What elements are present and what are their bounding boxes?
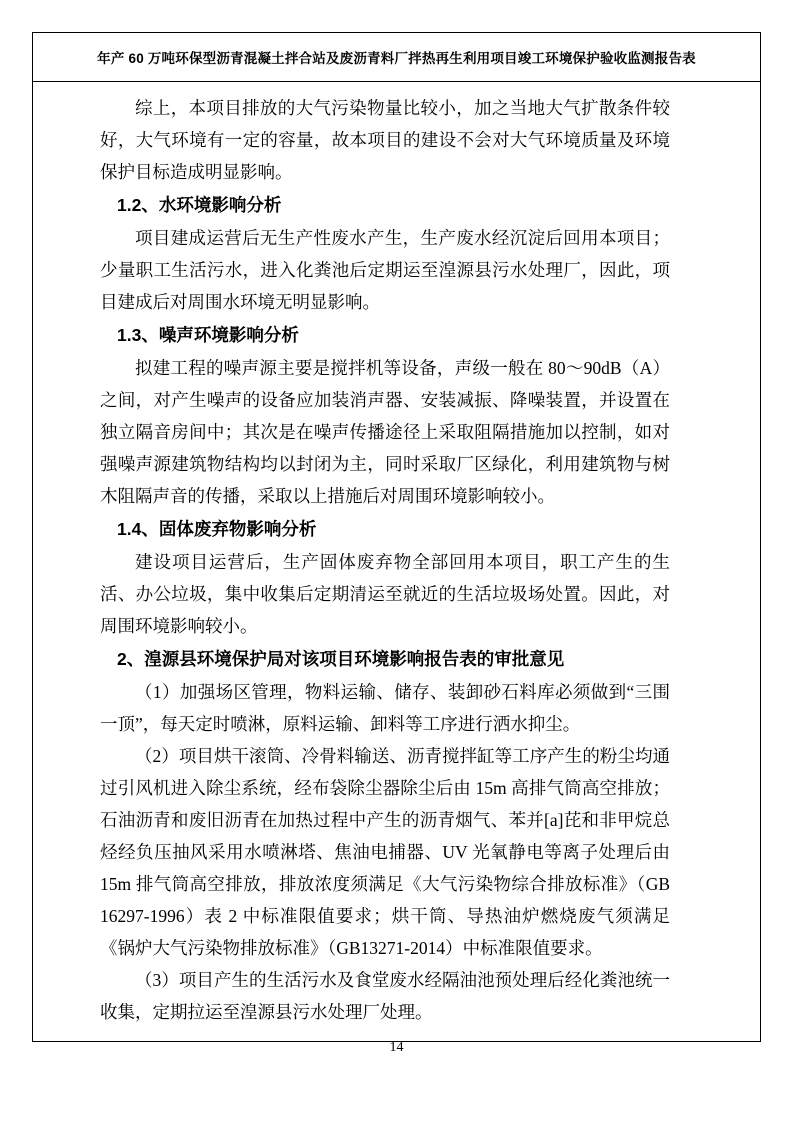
paragraph-water-environment: 项目建成运营后无生产性废水产生，生产废水经沉淀后回用本项目；少量职工生活污水，进入化粪池后定期运至湟源县污水处理厂，因此，项目建成后对周围水环境无明显影响。	[100, 228, 670, 312]
header-title: 年产 60 万吨环保型沥青混凝土拌合站及废沥青料厂拌热再生利用项目竣工环境保护验收监测报告表	[97, 51, 696, 66]
paragraph-approval-item-1: （1）加强场区管理，物料运输、储存、装卸砂石料库必须做到“三围一顶”，每天定时喷淋，原料运输、卸料等工序进行洒水抑尘。	[100, 682, 670, 734]
paragraph-summary: 综上，本项目排放的大气污染物量比较小，加之当地大气扩散条件较好，大气环境有一定的容量，故本项目的建设不会对大气环境质量及环境保护目标造成明显影响。	[100, 98, 670, 182]
heading-solid-waste: 1.4、固体废弃物影响分析	[117, 519, 317, 539]
page-header	[33, 33, 760, 81]
paragraph-approval-item-3: （3）项目产生的生活污水及食堂废水经隔油池预处理后经化粪池统一收集，定期拉运至湟源县污水处理厂处理。	[100, 970, 670, 1022]
paragraph-approval-item-2: （2）项目烘干滚筒、冷骨料输送、沥青搅拌缸等工序产生的粉尘均通过引风机进入除尘系统，经布袋除尘器除尘后由 15m 高排气筒高空排放；石油沥青和废旧沥青在加热过程中产生的沥青烟气、苯并[a]芘和非甲烷总烃经负压抽风采用水喷淋塔、焦油电捕器、UV 光氧静电等离子处理后由 15m 排气筒高空排放，排放浓度须满足《大气污染物综合排放标准》（GB 16297-1996）表 2 中标准限值要求；烘干筒、导热油炉燃烧废气须满足《锅炉大气污染物排放标准》（GB13271-2014）中标准限值要求。	[100, 746, 670, 958]
page-number: 14	[389, 1040, 404, 1055]
document-content	[100, 92, 670, 1028]
paragraph-noise-environment: 拟建工程的噪声源主要是搅拌机等设备，声级一般在 80～90dB（A）之间，对产生噪声的设备应加装消声器、安装减振、降噪装置，并设置在独立隔音房间中；其次是在噪声传播途径上采取阻隔措施加以控制，如对强噪声源建筑物结构均以封闭为主，同时采取厂区绿化，利用建筑物与树木阻隔声音的传播，采取以上措施后对周围环境影响较小。	[100, 358, 670, 506]
heading-noise-environment: 1.3、噪声环境影响分析	[117, 325, 299, 345]
heading-water-environment: 1.2、水环境影响分析	[117, 195, 282, 215]
header-divider	[33, 81, 760, 82]
paragraph-solid-waste: 建设项目运营后，生产固体废弃物全部回用本项目，职工产生的生活、办公垃圾，集中收集后定期清运至就近的生活垃圾场处置。因此，对周围环境影响较小。	[100, 552, 670, 636]
heading-approval-opinion: 2、湟源县环境保护局对该项目环境影响报告表的审批意见	[117, 649, 565, 669]
